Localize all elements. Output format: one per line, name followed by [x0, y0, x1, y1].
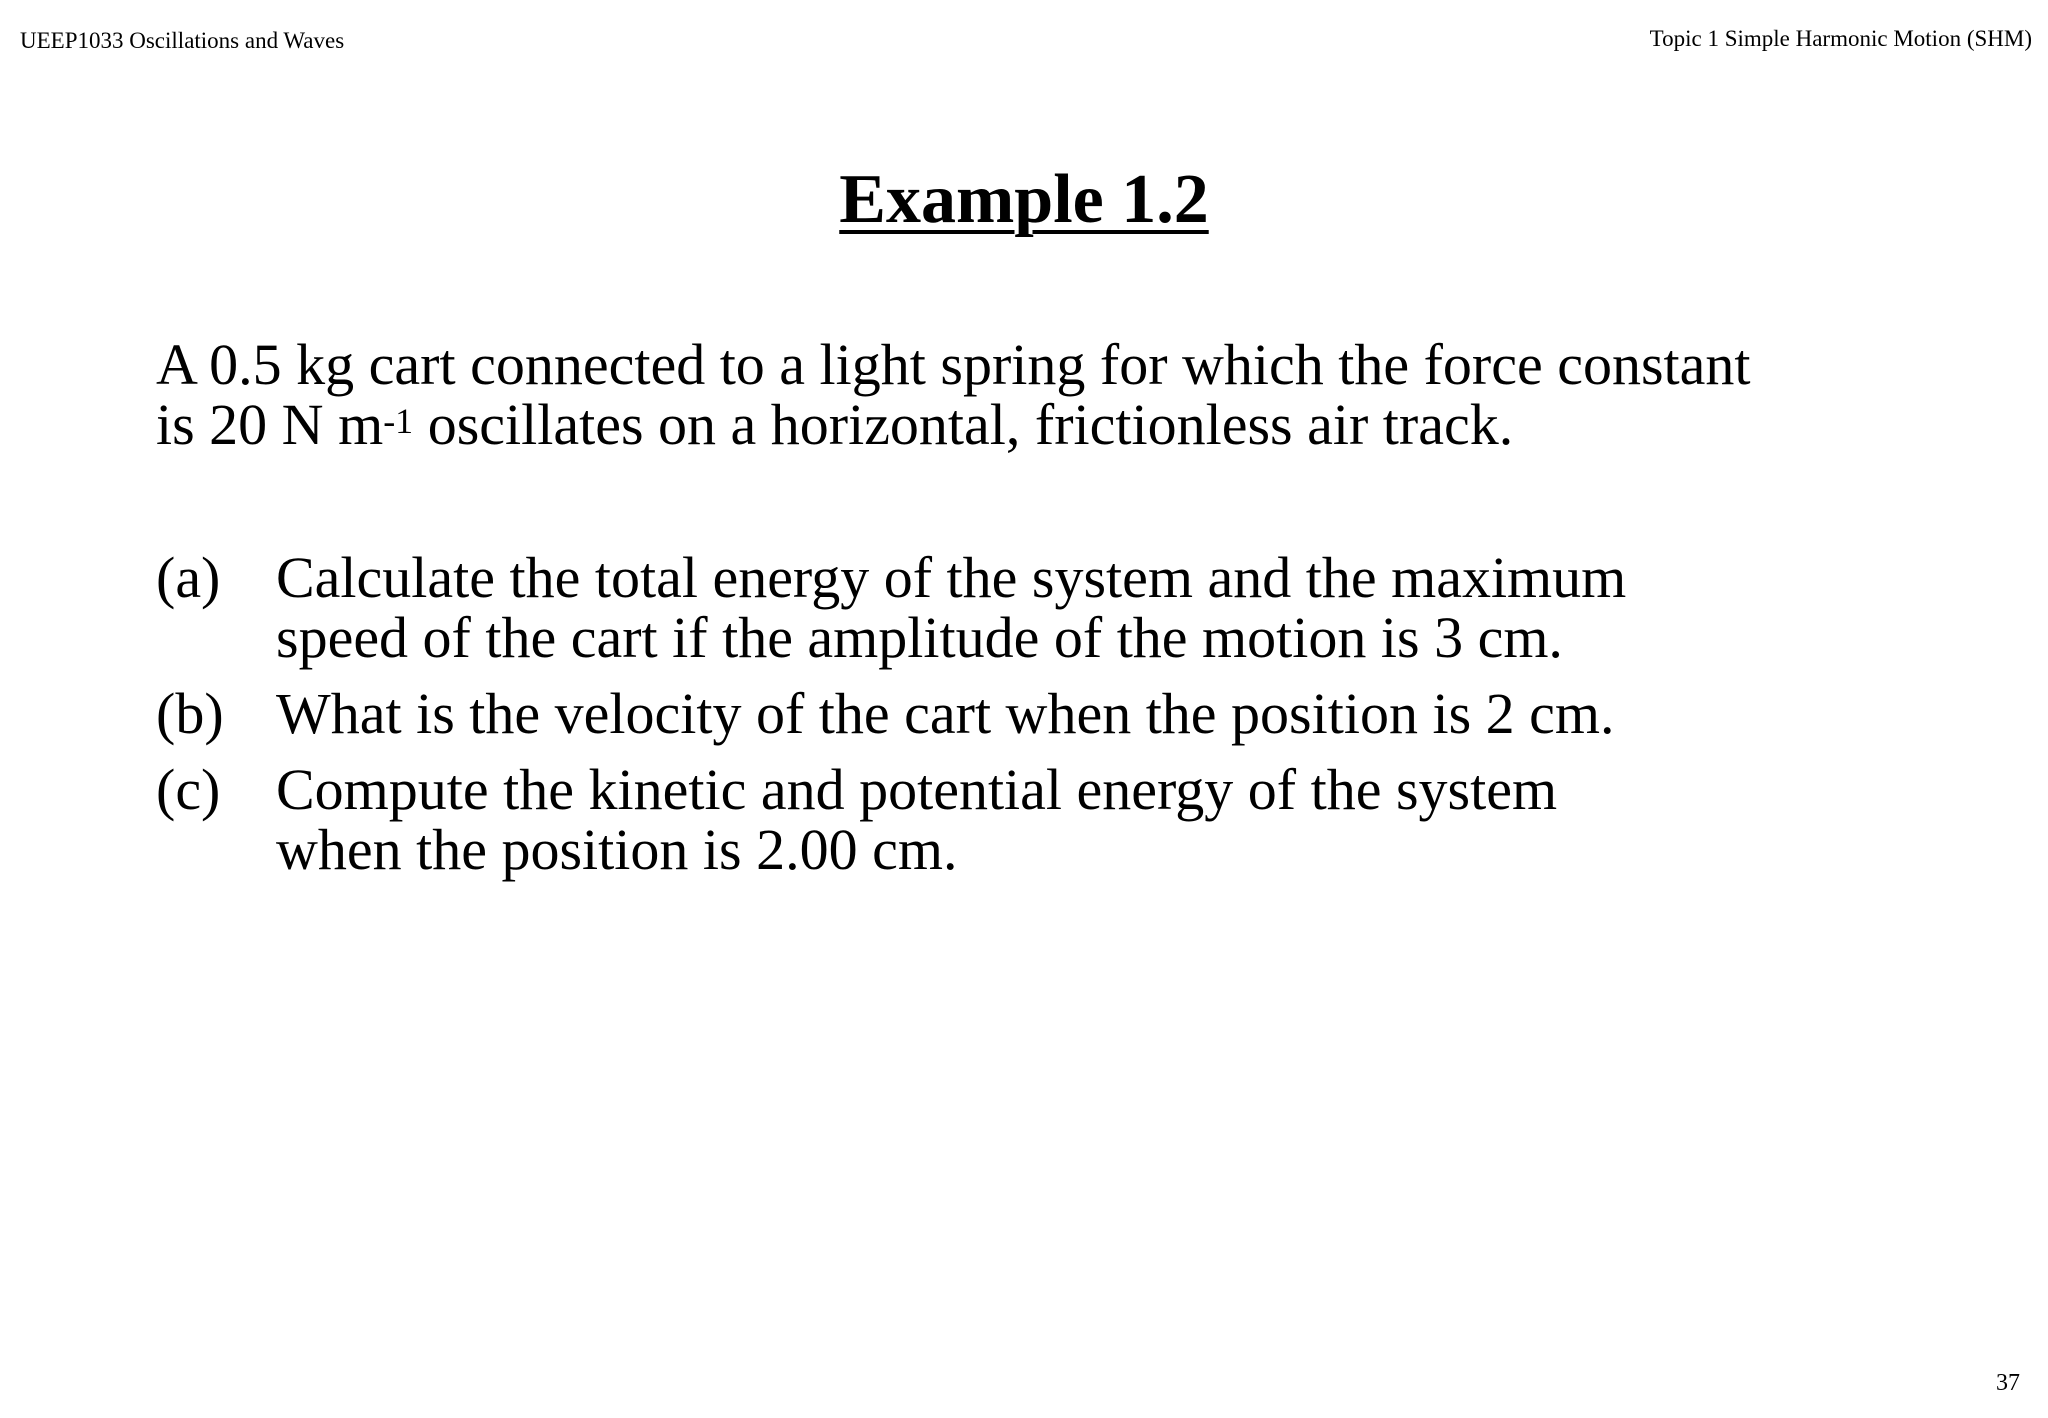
question-c — [156, 757, 2006, 882]
unit-exponent: -1 — [383, 401, 414, 441]
page-number: 37 — [1996, 1370, 2020, 1396]
question-list — [156, 545, 2006, 896]
question-c-label: (c) — [156, 757, 221, 822]
problem-statement — [156, 332, 2006, 457]
question-c-text — [276, 757, 2006, 882]
question-b-line-1: What is the velocity of the cart when the position is 2 cm. — [276, 681, 1615, 746]
question-a-line-2: speed of the cart if the amplitude of the motion is 3 cm. — [276, 605, 1563, 670]
page-title — [0, 160, 2048, 240]
question-a-label: (a) — [156, 545, 221, 610]
question-b — [156, 681, 2006, 746]
question-a — [156, 545, 2006, 670]
question-c-line-1: Compute the kinetic and potential energy of the system — [276, 757, 1558, 822]
question-a-text — [276, 545, 2006, 670]
problem-line-1: A 0.5 kg cart connected to a light spring for which the force constant — [156, 332, 1751, 397]
header-course: UEEP1033 Oscillations and Waves — [20, 28, 345, 53]
problem-line-2-post: oscillates on a horizontal, frictionless air track. — [413, 392, 1514, 457]
problem-line-2-pre: is 20 N m — [156, 392, 384, 457]
page-title-text: Example 1.2 — [839, 161, 1209, 238]
question-c-line-2: when the position is 2.00 cm. — [276, 817, 958, 882]
question-b-text — [276, 681, 2006, 746]
problem-line-2 — [156, 392, 2006, 457]
header-topic: Topic 1 Simple Harmonic Motion (SHM) — [1649, 26, 2032, 51]
question-b-label: (b) — [156, 681, 224, 746]
question-a-line-1: Calculate the total energy of the system and the maximum — [276, 545, 1627, 610]
